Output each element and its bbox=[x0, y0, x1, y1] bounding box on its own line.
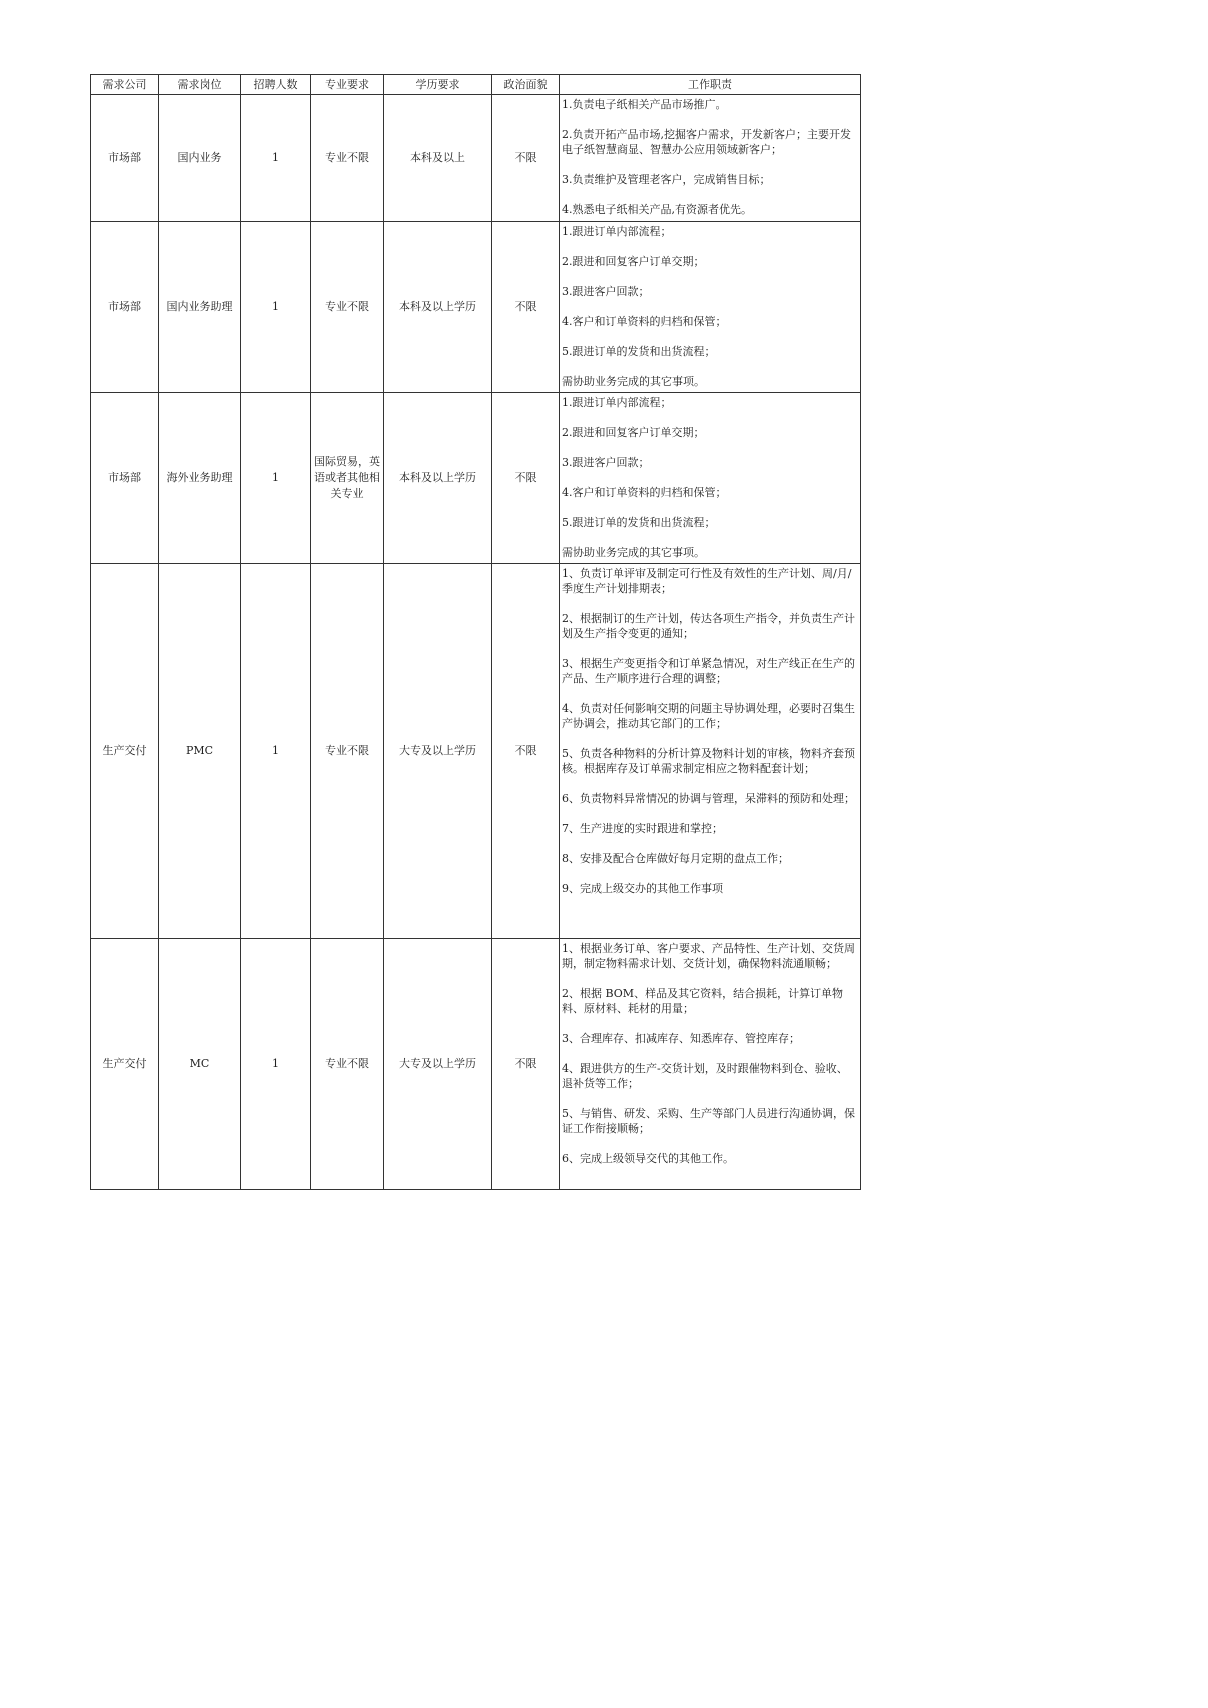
major-cell: 专业不限 bbox=[311, 939, 384, 1190]
duty-item: 5、负责各种物料的分析计算及物料计划的审核，物料齐套预核。根据库存及订单需求制定相应之物料配套计划； bbox=[562, 747, 855, 775]
position-cell: 国内业务 bbox=[159, 95, 241, 222]
duty-item: 6、完成上级领导交代的其他工作。 bbox=[562, 1152, 734, 1165]
duty-item: 5.跟进订单的发货和出货流程； bbox=[562, 345, 716, 358]
political-cell: 不限 bbox=[492, 939, 560, 1190]
duty-item: 3、合理库存、扣减库存、知悉库存、管控库存； bbox=[562, 1032, 800, 1045]
position-cell: PMC bbox=[159, 564, 241, 939]
duty-item: 1、根据业务订单、客户要求、产品特性、生产计划、交货周期，制定物料需求计划、交货计划，确保物料流通顺畅； bbox=[562, 942, 855, 970]
table-row bbox=[91, 939, 861, 1190]
count-cell: 1 bbox=[241, 393, 311, 564]
duty-item: 3.跟进客户回款； bbox=[562, 456, 650, 469]
duties-cell bbox=[560, 95, 861, 222]
company-cell: 市场部 bbox=[91, 393, 159, 564]
education-cell: 本科及以上学历 bbox=[384, 393, 492, 564]
count-cell: 1 bbox=[241, 222, 311, 393]
count-cell: 1 bbox=[241, 95, 311, 222]
company-cell: 生产交付 bbox=[91, 939, 159, 1190]
company-cell: 生产交付 bbox=[91, 564, 159, 939]
table-row bbox=[91, 564, 861, 939]
company-cell: 市场部 bbox=[91, 222, 159, 393]
table-row bbox=[91, 393, 861, 564]
political-cell: 不限 bbox=[492, 564, 560, 939]
major-cell: 专业不限 bbox=[311, 564, 384, 939]
duty-item: 4、跟进供方的生产-交货计划，及时跟催物料到仓、验收、退补货等工作； bbox=[562, 1062, 848, 1090]
duty-item: 需协助业务完成的其它事项。 bbox=[562, 546, 705, 559]
header-duties: 工作职责 bbox=[560, 75, 861, 95]
political-cell: 不限 bbox=[492, 393, 560, 564]
duty-item: 5、与销售、研发、采购、生产等部门人员进行沟通协调，保证工作衔接顺畅； bbox=[562, 1107, 855, 1135]
duty-item: 5.跟进订单的发货和出货流程； bbox=[562, 516, 716, 529]
count-cell: 1 bbox=[241, 939, 311, 1190]
political-cell: 不限 bbox=[492, 222, 560, 393]
education-cell: 本科及以上学历 bbox=[384, 222, 492, 393]
duty-item: 3、根据生产变更指令和订单紧急情况，对生产线正在生产的产品、生产顺序进行合理的调整； bbox=[562, 657, 855, 685]
duty-item: 2.负责开拓产品市场,挖掘客户需求，开发新客户；主要开发电子纸智慧商显、智慧办公应用领域新客户； bbox=[562, 128, 851, 156]
table-body bbox=[91, 95, 861, 1190]
duty-item: 2、根据 BOM、样品及其它资料，结合损耗，计算订单物料、原材料、耗材的用量； bbox=[562, 987, 844, 1015]
table-header-row bbox=[91, 75, 861, 95]
duty-item: 3.跟进客户回款； bbox=[562, 285, 650, 298]
table-row bbox=[91, 95, 861, 222]
duties-cell bbox=[560, 393, 861, 564]
duty-item: 3.负责维护及管理老客户，完成销售目标； bbox=[562, 173, 771, 186]
duty-item: 4.客户和订单资料的归档和保管； bbox=[562, 486, 727, 499]
duty-item: 2、根据制订的生产计划，传达各项生产指令，并负责生产计划及生产指令变更的通知； bbox=[562, 612, 855, 640]
education-cell: 本科及以上 bbox=[384, 95, 492, 222]
duty-item: 1.跟进订单内部流程； bbox=[562, 396, 672, 409]
header-education: 学历要求 bbox=[384, 75, 492, 95]
duties-cell bbox=[560, 564, 861, 939]
company-cell: 市场部 bbox=[91, 95, 159, 222]
header-position: 需求岗位 bbox=[159, 75, 241, 95]
duty-item: 2.跟进和回复客户订单交期； bbox=[562, 426, 705, 439]
header-political: 政治面貌 bbox=[492, 75, 560, 95]
major-cell: 专业不限 bbox=[311, 95, 384, 222]
duty-item: 9、完成上级交办的其他工作事项 bbox=[562, 882, 723, 895]
position-cell: 海外业务助理 bbox=[159, 393, 241, 564]
duty-item: 需协助业务完成的其它事项。 bbox=[562, 375, 705, 388]
education-cell: 大专及以上学历 bbox=[384, 939, 492, 1190]
duty-item: 1.负责电子纸相关产品市场推广。 bbox=[562, 98, 727, 111]
duty-item: 6、负责物料异常情况的协调与管理，呆滞料的预防和处理； bbox=[562, 792, 855, 805]
political-cell: 不限 bbox=[492, 95, 560, 222]
count-cell: 1 bbox=[241, 564, 311, 939]
duty-item: 4、负责对任何影响交期的问题主导协调处理，必要时召集生产协调会，推动其它部门的工作； bbox=[562, 702, 855, 730]
major-cell: 国际贸易，英语或者其他相关专业 bbox=[311, 393, 384, 564]
position-cell: MC bbox=[159, 939, 241, 1190]
header-company: 需求公司 bbox=[91, 75, 159, 95]
duties-cell bbox=[560, 939, 861, 1190]
duty-item: 2.跟进和回复客户订单交期； bbox=[562, 255, 705, 268]
duty-item: 8、安排及配合仓库做好每月定期的盘点工作； bbox=[562, 852, 789, 865]
duty-item: 4.熟悉电子纸相关产品,有资源者优先。 bbox=[562, 203, 752, 216]
duty-item: 1、负责订单评审及制定可行性及有效性的生产计划、周/月/季度生产计划排期表； bbox=[562, 567, 852, 595]
education-cell: 大专及以上学历 bbox=[384, 564, 492, 939]
major-cell: 专业不限 bbox=[311, 222, 384, 393]
duties-cell bbox=[560, 222, 861, 393]
header-count: 招聘人数 bbox=[241, 75, 311, 95]
job-requirements-table bbox=[90, 74, 861, 1190]
table-row bbox=[91, 222, 861, 393]
duty-item: 7、生产进度的实时跟进和掌控； bbox=[562, 822, 723, 835]
position-cell: 国内业务助理 bbox=[159, 222, 241, 393]
duty-item: 1.跟进订单内部流程； bbox=[562, 225, 672, 238]
header-major: 专业要求 bbox=[311, 75, 384, 95]
duty-item: 4.客户和订单资料的归档和保管； bbox=[562, 315, 727, 328]
